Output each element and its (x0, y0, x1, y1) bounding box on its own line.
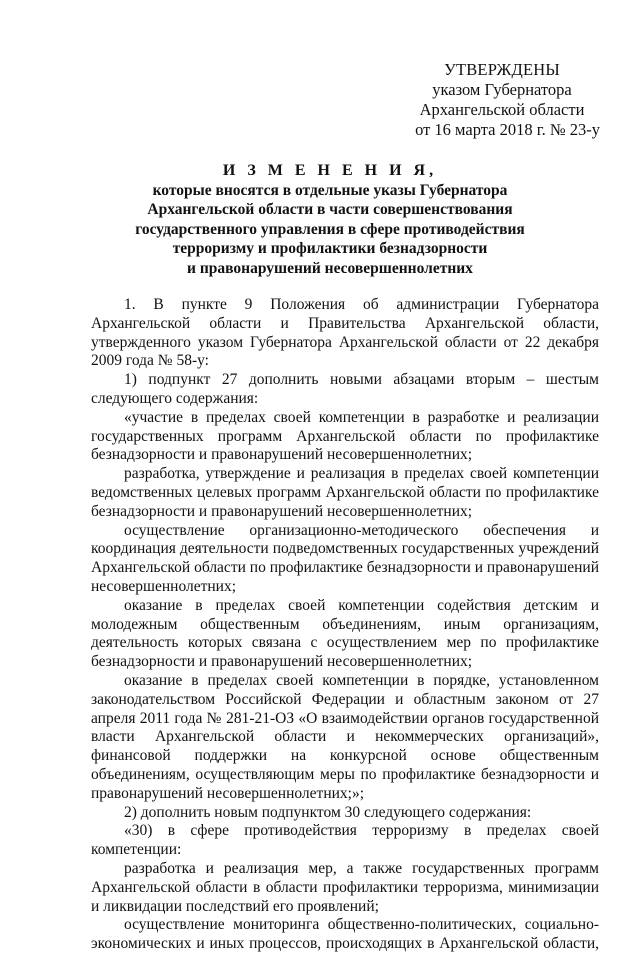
paragraph: оказание в пределах своей компетенции в порядке, установленном законодательством Российской Федерации и областным законом от 27 апреля 2011 года № 281-21-ОЗ «О взаимодействии органов государственной власти Архангельской области и некоммерческих организаций», финансовой поддержки на конкурсной основе общественным объединениям, осуществляющим меры по профилактике безнадзорности и правонарушений несовершеннолетних;»; (91, 671, 599, 802)
approval-stamp: УТВЕРЖДЕНЫ (444, 60, 560, 79)
title-line: Архангельской области в части совершенствования (147, 201, 513, 218)
paragraph: осуществление организационно-методического обеспечения и координация деятельности подведомственных государственных учреждений Архангельской области по профилактике безнадзорности и правонарушений несовершеннолетних; (91, 521, 599, 595)
paragraph: разработка, утверждение и реализация в пределах своей компетенции ведомственных целевых программ Архангельской области по профилактике безнадзорности и правонарушений несовершеннолетних; (91, 465, 599, 520)
document-body (91, 296, 599, 954)
paragraph: 1. В пункте 9 Положения об администрации Губернатора Архангельской области и Правительства Архангельской области, утвержденного указом Губернатора Архангельской области от 22 декабря 2009 года № 58-у: (91, 296, 599, 370)
paragraph: «30) в сфере противодействия терроризму в пределах своей компетенции: (91, 822, 599, 859)
title-line: государственного управления в сфере противодействия (135, 220, 525, 238)
paragraph: оказание в пределах своей компетенции содействия детским и молодежным общественным объединениям, иным организациям, деятельность которых связана с осуществлением мер по профилактике безнадзорности и правонарушений несовершеннолетних; (91, 596, 599, 671)
approval-region-line: Архангельской области (419, 100, 585, 119)
approval-date-line: от 16 марта 2018 г. № 23-у (415, 120, 600, 139)
approval-decree-line: указом Губернатора (432, 80, 572, 99)
approval-block (370, 60, 600, 140)
title-line: и правонарушений несовершеннолетних (187, 259, 473, 277)
document-title (60, 161, 600, 278)
title-heading: И З М Е Н Е Н И Я, (222, 162, 438, 179)
paragraph: разработка и реализация мер, а также государственных программ Архангельской области в области профилактики терроризма, минимизации и ликвидации последствий его проявлений; (91, 859, 599, 915)
paragraph: осуществление мониторинга общественно-политических, социально-экономических и иных процессов, происходящих в Архангельской области, (91, 916, 599, 953)
title-line: терроризму и профилактики безнадзорности (172, 240, 488, 257)
paragraph: 1) подпункт 27 дополнить новыми абзацами вторым – шестым следующего содержания: (91, 371, 599, 407)
paragraph: 2) дополнить новым подпунктом 30 следующего содержания: (124, 803, 532, 821)
title-line: которые вносятся в отдельные указы Губернатора (152, 181, 508, 199)
paragraph: «участие в пределах своей компетенции в разработке и реализации государственных программ Архангельской области по профилактике безнадзорности и правонарушений несовершеннолетних; (91, 408, 599, 464)
